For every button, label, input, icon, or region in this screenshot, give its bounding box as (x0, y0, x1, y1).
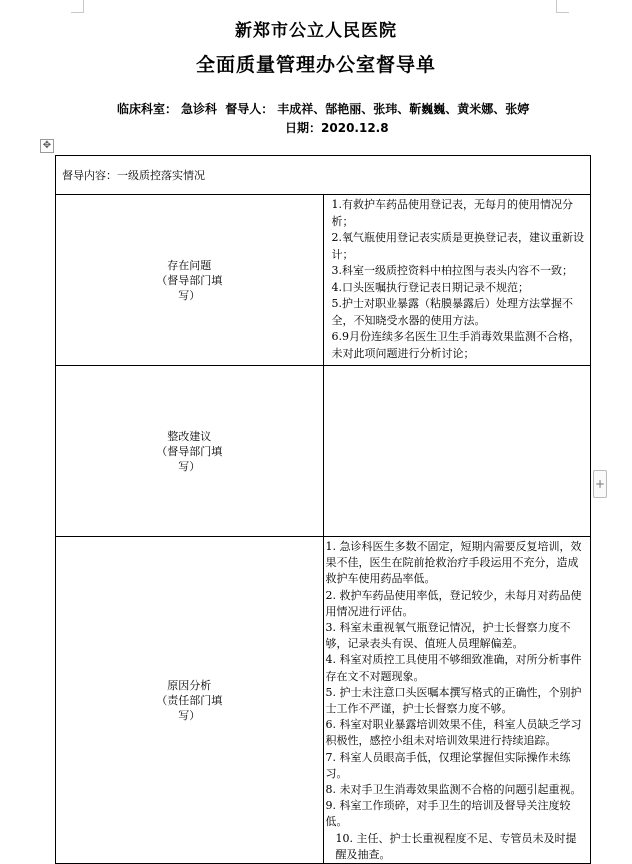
cause-label-cell (56, 537, 324, 864)
rectify-label-sub: （督导部门填 (156, 444, 223, 458)
supervisors-label: 督导人： (225, 102, 274, 116)
problems-label-sub2: 写） (178, 288, 201, 302)
rectify-label-sub2: 写） (178, 459, 201, 473)
cause-item: 7. 科室人员眼高手低，仅理论掌握但实际操作未练习。 (325, 750, 571, 780)
cause-label-sub2: 写） (178, 708, 201, 722)
problem-item: 6.9月份连续多名医生卫生手消毒效果监测不合格，未对此项问题进行分析讨论； (331, 330, 580, 360)
meta-line (117, 100, 533, 117)
cause-item: 9. 科室工作琐碎，对手卫生的培训及督导关注度较低。 (325, 799, 571, 829)
dept-value: 急诊科 (181, 102, 218, 116)
rectify-label: 整改建议 (167, 429, 212, 443)
problem-item: 2.氧气瓶使用登记表实质是更换登记表，建议重新设计； (331, 231, 584, 261)
problems-label: 存在问题 (167, 258, 212, 272)
problem-item: 1.有救护车药品使用登记表，无每月的使用情况分析； (331, 198, 573, 228)
problem-item: 5.护士对职业暴露（粘膜暴露后）处理方法掌握不全，不知晓受水器的使用方法。 (331, 297, 573, 327)
cause-item: 8. 未对手卫生消毒效果监测不合格的问题引起重视。 (325, 783, 582, 797)
cause-item: 1. 急诊科医生多数不固定，短期内需要反复培训，效果不佳，医生在院前抢救治疗手段运用不充分，造成救护车使用药品率低。 (325, 540, 582, 586)
table-move-handle-icon[interactable]: ✥ (40, 139, 54, 153)
rectify-label-cell (56, 366, 324, 537)
problem-item: 3.科室一级质控资料中柏拉图与表头内容不一致； (331, 264, 573, 277)
hospital-name: 新郑市公立人民医院 (235, 21, 397, 41)
date-label: 日期： (285, 121, 322, 135)
supervisors-value: 丰成祥、郜艳丽、张玮、靳巍巍、黄米娜、张婷 (277, 102, 530, 116)
problems-label-cell (56, 195, 324, 366)
cause-item: 4. 科室对质控工具使用不够细致准确，对所分析事件存在文不对题现象。 (325, 653, 582, 683)
problems-label-sub: （督导部门填 (156, 273, 223, 287)
document-title: 全面质量管理办公室督导单 (195, 54, 436, 76)
page-corner-mark-right (556, 0, 569, 13)
dept-label: 临床科室： (117, 102, 178, 116)
page-corner-mark-left (71, 0, 84, 13)
rectify-cell[interactable] (323, 366, 591, 537)
supervision-table (55, 155, 591, 864)
cause-label: 原因分析 (167, 678, 212, 692)
date-line (285, 119, 389, 136)
problem-item: 4.口头医嘱执行登记表日期记录不规范； (331, 280, 529, 294)
cause-item: 5. 护士未注意口头医嘱本撰写格式的正确性，个别护士工作不严谨，护士长督察力度不够。 (325, 685, 582, 716)
cause-item: 2. 救护车药品使用率低，登记较少，未每月对药品使用情况进行评估。 (325, 588, 582, 618)
add-column-icon[interactable]: + (593, 470, 607, 498)
topic-cell[interactable]: 督导内容：一级质控落实情况 (56, 156, 591, 195)
date-value: 2020.12.8 (321, 121, 389, 135)
cause-label-sub: （责任部门填 (156, 693, 223, 707)
cause-item: 3. 科室未重视氧气瓶登记情况，护士长督察力度不够，记录表头有误、值班人员理解偏差。 (325, 621, 571, 651)
cause-cell[interactable] (323, 537, 591, 864)
cause-item: 6. 科室对职业暴露培训效果不佳，科室人员缺乏学习积极性，感控小组未对培训效果进行持续追踪。 (325, 718, 582, 748)
cause-item: 10. 主任、护士长重视程度不足、专管员未及时提醒及抽查。 (335, 831, 577, 861)
problems-cell[interactable] (323, 195, 591, 366)
